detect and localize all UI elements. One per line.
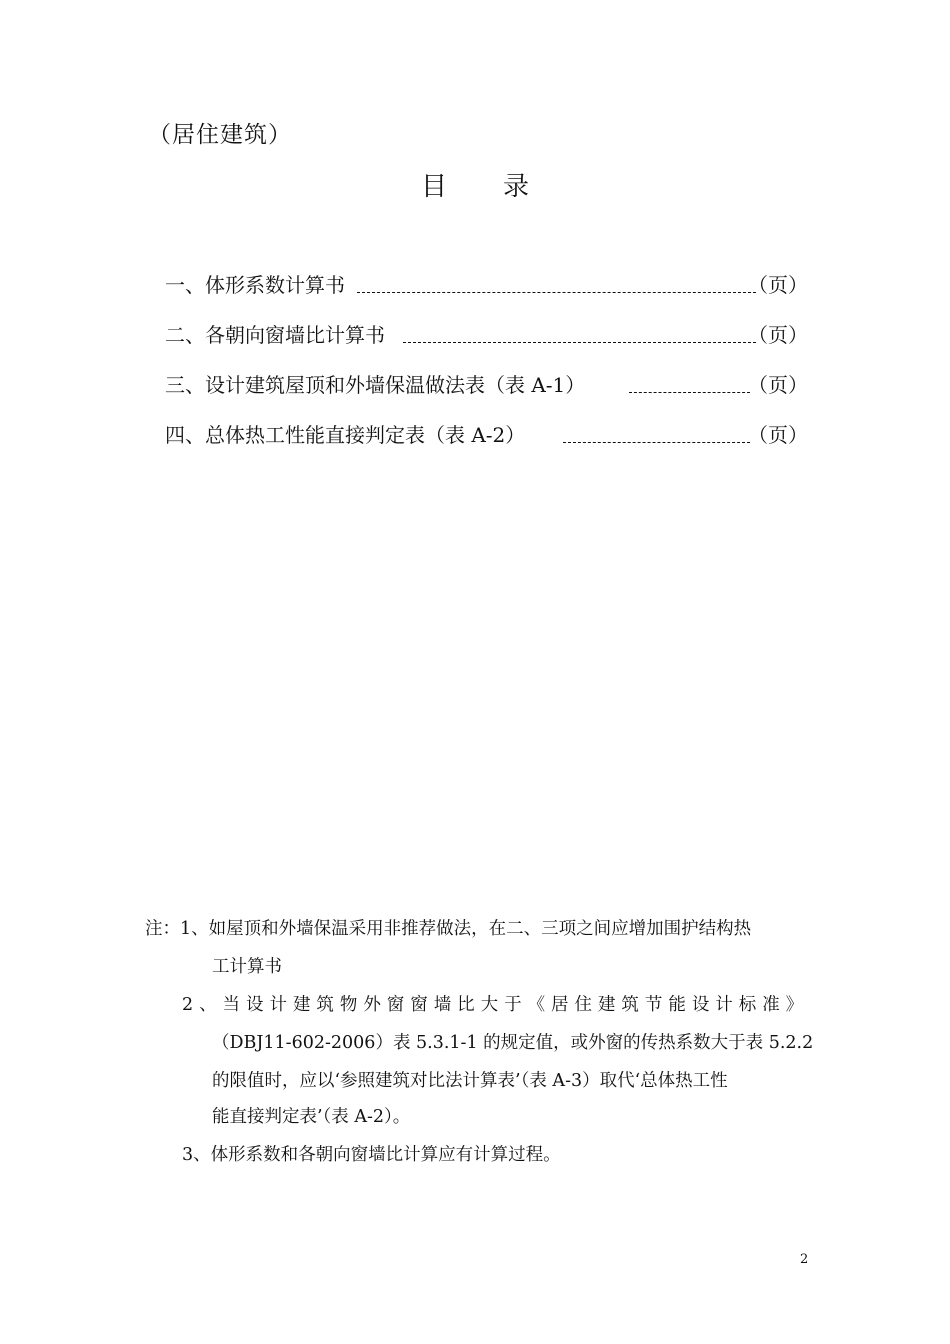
toc-leader-line xyxy=(629,392,750,393)
toc-page-ref: （页） xyxy=(748,323,808,347)
toc-item-2[interactable] xyxy=(165,320,808,352)
toc-item-3[interactable] xyxy=(165,370,808,402)
toc-item-label: 三、设计建筑屋顶和外墙保温做法表（表 A-1） xyxy=(165,373,586,397)
toc-item-label: 二、各朝向窗墙比计算书 xyxy=(165,323,385,347)
note-2-line-2: （DBJ11-602-2006）表 5.3.1-1 的规定值，或外窗的传热系数大于表 5.2.2 xyxy=(212,1033,814,1053)
toc-leader-line xyxy=(403,342,756,343)
toc-item-1[interactable] xyxy=(165,270,808,302)
note-2-line-3: 的限值时，应以‘参照建筑对比法计算表’（表 A-3）取代‘总体热工性 xyxy=(212,1071,728,1091)
toc-item-4[interactable] xyxy=(165,420,808,452)
page-title: 目录 xyxy=(420,172,585,202)
toc-page-ref: （页） xyxy=(748,273,808,297)
toc-page-ref: （页） xyxy=(748,373,808,397)
toc-item-label: 四、总体热工性能直接判定表（表 A-2） xyxy=(165,423,526,447)
toc-leader-line xyxy=(563,442,750,443)
note-2-line-1: 2 、 当 设 计 建 筑 物 外 窗 窗 墙 比 大 于 《 居 住 建 筑 节 能 设 计 标 准 》 xyxy=(182,995,804,1015)
note-1-line-2: 工计算书 xyxy=(212,957,282,977)
toc-leader-line xyxy=(357,292,756,293)
page-number: 2 xyxy=(800,1252,809,1267)
toc-page-ref: （页） xyxy=(748,423,808,447)
note-2-line-4: 能直接判定表’（表 A-2）。 xyxy=(212,1107,411,1127)
note-1-line-1: 注：1、如屋顶和外墙保温采用非推荐做法，在二、三项之间应增加围护结构热 xyxy=(145,919,752,939)
document-subtitle: （居住建筑） xyxy=(148,122,292,148)
toc-item-label: 一、体形系数计算书 xyxy=(165,273,345,297)
note-3-line-1: 3、体形系数和各朝向窗墙比计算应有计算过程。 xyxy=(182,1145,561,1165)
